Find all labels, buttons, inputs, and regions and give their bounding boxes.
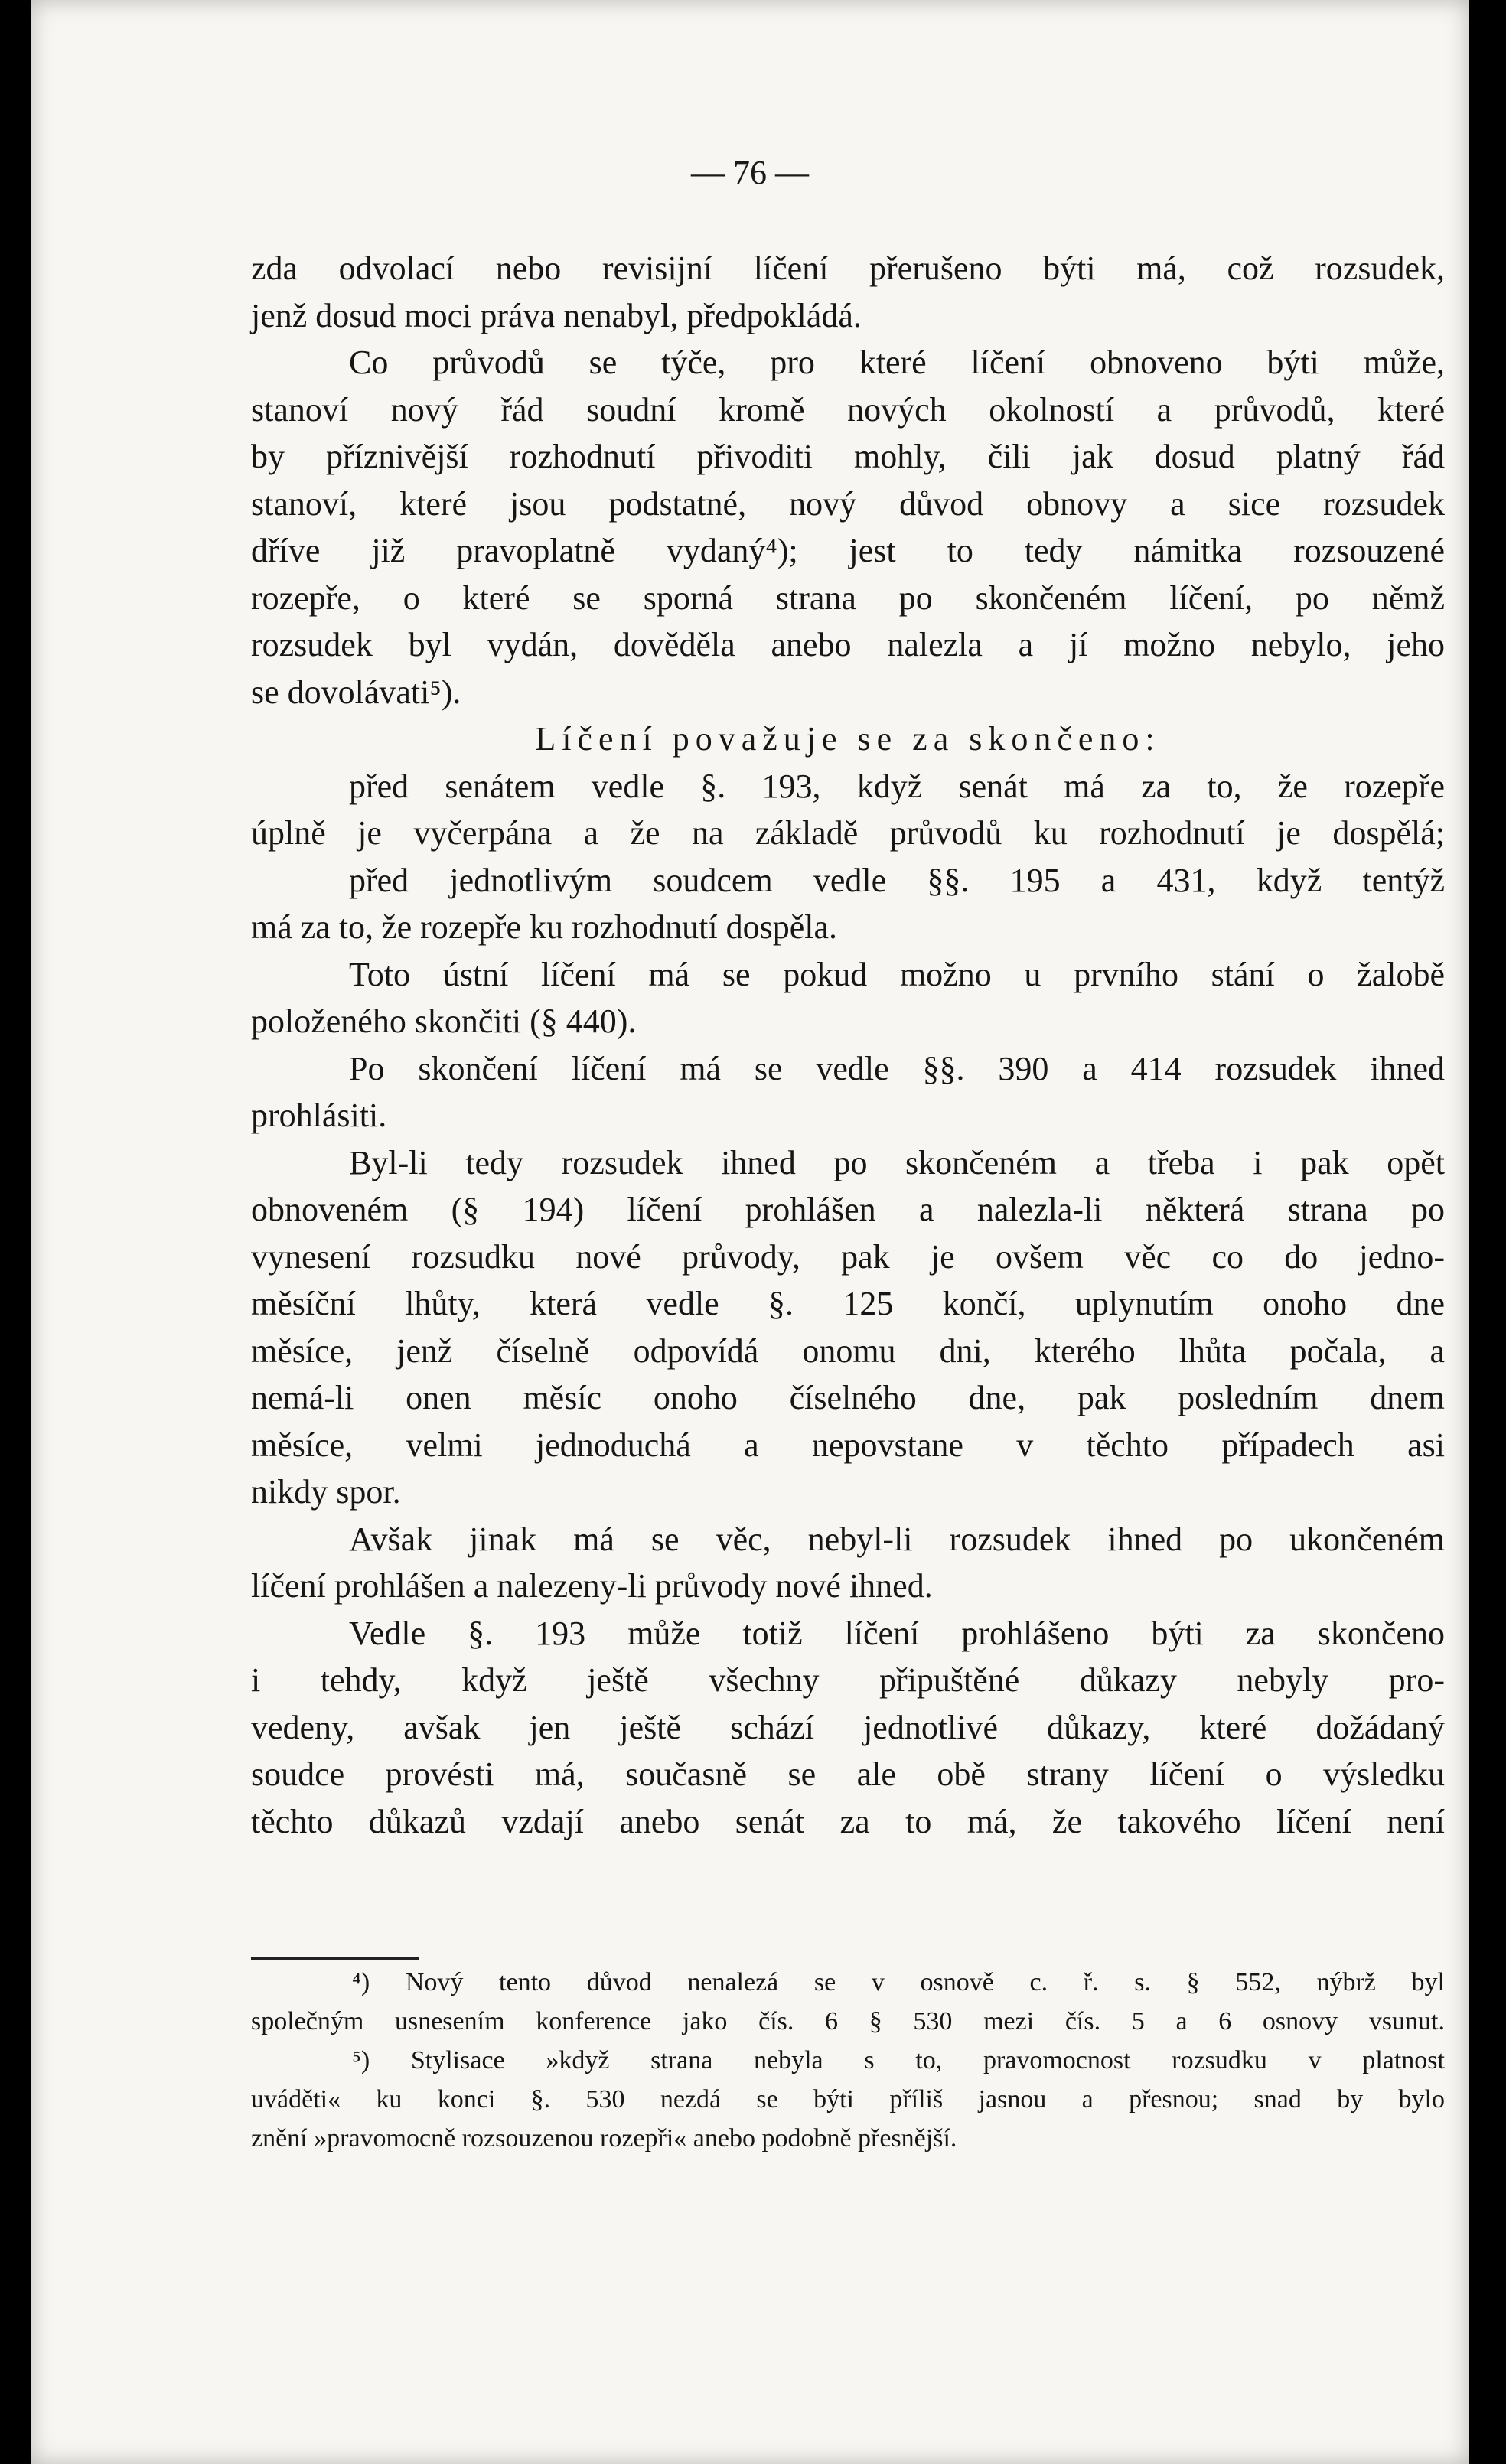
text-line: před senátem vedle §. 193, když senát má za to, že rozepře [349, 767, 1445, 805]
text-line: před jednotlivým soudcem vedle §§. 195 a 431, když tentýž [349, 861, 1445, 899]
text-line: rozsudek byl vydán, dověděla anebo nalezla a jí možno nebylo, jeho [251, 626, 1445, 663]
text-line: vynesení rozsudku nové průvody, pak je ovšem věc co do jedno- [251, 1237, 1445, 1276]
text-line: Po skončení líčení má se vedle §§. 390 a 414 rozsudek ihned [349, 1049, 1445, 1087]
text-line: měsíce, jenž číselně odpovídá onomu dni, kterého lhůta počala, a [251, 1331, 1445, 1370]
footnotes [251, 1963, 1445, 2158]
footnote-line: ⁵) Stylisace »když strana nebyla s to, pravomocnost rozsudku v platnost [352, 2046, 1445, 2075]
text-line: stanoví nový řád soudní kromě nových okolností a průvodů, které [251, 390, 1445, 429]
text-line: obnoveném (§ 194) líčení prohlášen a nalezla-li některá strana po [251, 1191, 1445, 1228]
text-line: těchto důkazů vzdají anebo senát za to má, že takového líčení není [251, 1802, 1445, 1840]
text-line: Vedle §. 193 může totiž líčení prohlášeno býti za skončeno [349, 1614, 1445, 1652]
text-line: Avšak jinak má se věc, nebyl-li rozsudek ihned po ukončeném [349, 1520, 1445, 1558]
text-line: Byl-li tedy rozsudek ihned po skončeném a třeba i pak opět [349, 1143, 1445, 1181]
text-line: nikdy spor. [251, 1473, 401, 1511]
text-line: soudce provésti má, současně se ale obě strany líčení o výsledku [251, 1755, 1445, 1793]
text-line: Líčení považuje se za skončeno: [535, 720, 1161, 758]
text-line: líčení prohlášen a nalezeny-li průvody nové ihned. [251, 1567, 933, 1605]
footnote-rule [251, 1957, 419, 1960]
footnote-line: ⁴) Nový tento důvod nenalezá se v osnově c. ř. s. § 552, nýbrž byl [352, 1968, 1445, 1996]
text-line: by příznivější rozhodnutí přivoditi mohly, čili jak dosud platný řád [251, 438, 1445, 475]
text-line: Toto ústní líčení má se pokud možno u prvního stání o žalobě [349, 955, 1445, 993]
text-line: zda odvolací nebo revisijní líčení přerušeno býti má, což rozsudek, [251, 249, 1445, 287]
book-page [31, 0, 1469, 2464]
text-line: i tehdy, když ještě všechny připuštěné důkazy nebyly pro- [251, 1661, 1445, 1699]
text-line: jenž dosud moci práva nenabyl, předpokládá. [251, 296, 862, 334]
text-line: Co průvodů se týče, pro které líčení obnoveno býti může, [349, 344, 1445, 381]
footnote-line: uváděti« ku konci §. 530 nezdá se býti příliš jasnou a přesnou; snad by bylo [251, 2085, 1445, 2114]
text-line: měsíce, velmi jednoduchá a nepovstane v těchto případech asi [251, 1426, 1445, 1464]
text-line: dříve již pravoplatně vydaný⁴); jest to tedy námitka rozsouzené [251, 532, 1445, 569]
page-number: — 76 — [691, 154, 809, 191]
text-line: vedeny, avšak jen ještě schází jednotlivé důkazy, které dožádaný [251, 1708, 1445, 1746]
text-line: úplně je vyčerpána a že na základě průvodů ku rozhodnutí je dospělá; [251, 814, 1445, 852]
text-line: má za to, že rozepře ku rozhodnutí dospěla. [251, 908, 838, 946]
text-line: rozepře, o které se sporná strana po skončeném líčení, po němž [251, 579, 1445, 617]
footnote-line: znění »pravomocně rozsouzenou rozepři« anebo podobně přesnější. [251, 2124, 957, 2153]
text-line: nemá-li onen měsíc onoho číselného dne, pak posledním dnem [251, 1379, 1445, 1416]
text-line: položeného skončiti (§ 440). [251, 1002, 637, 1040]
text-line: měsíční lhůty, která vedle §. 125 končí, uplynutím onoho dne [251, 1285, 1445, 1322]
text-line: stanoví, které jsou podstatné, nový důvod obnovy a sice rozsudek [251, 484, 1445, 523]
text-line: prohlásiti. [251, 1097, 387, 1134]
text-line: se dovolávati⁵). [251, 673, 461, 711]
footnote-line: společným usnesením konference jako čís. 6 § 530 mezi čís. 5 a 6 osnovy vsunut. [251, 2007, 1445, 2035]
body-text [251, 245, 1445, 1845]
